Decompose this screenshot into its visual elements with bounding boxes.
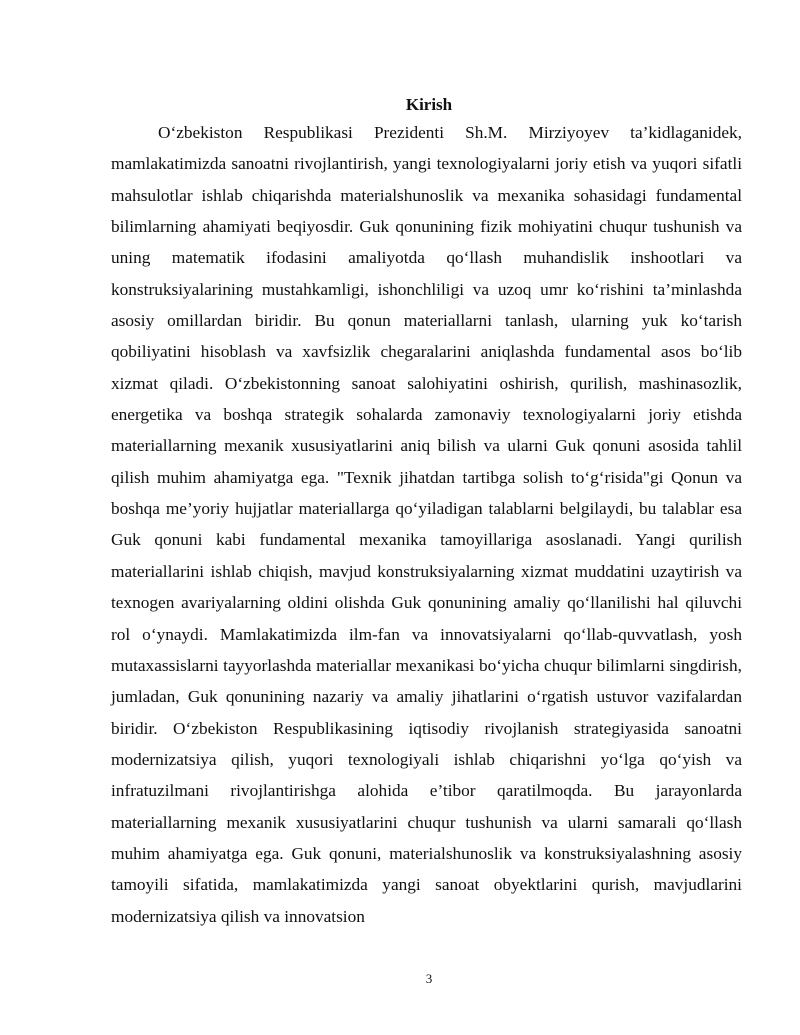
body-paragraph: O‘zbekiston Respublikasi Prezidenti Sh.M. Mirziyoyev ta’kidlaganidek, mamlakatimizda sanoatni rivojlantirish, yangi texnologiyalarni joriy etish va yuqori sifatli mahsulotlar ishlab chiqarishda materialshunoslik va mexanika sohasidagi fundamental bilimlarning ahamiyati beqiyosdir. Guk qonunining fizik mohiyatini chuqur tushunish va uning matematik ifodasini amaliyotda qo‘llash muhandislik inshootlari va konstruksiyalarining mustahkamligi, ishonchliligi va uzoq umr ko‘rishini ta’minlashda asosiy omillardan biridir. Bu qonun materiallarni tanlash, ularning yuk ko‘tarish qobiliyatini hisoblash va xavfsizlik chegaralarini aniqlashda fundamental asos bo‘lib xizmat qiladi. O‘zbekistonning sanoat salohiyatini oshirish, qurilish, mashinasozlik, energetika va boshqa strategik sohalarda zamonaviy texnologiyalarni joriy etishda materiallarning mexanik xususiyatlarini aniq bilish va ularni Guk qonuni asosida tahlil qilish muhim ahamiyatga ega. "Texnik jihatdan tartibga solish to‘g‘risida"gi Qonun va boshqa me’yoriy hujjatlar materiallarga qo‘yiladigan talablarni belgilaydi, bu talablar esa Guk qonuni kabi fundamental mexanika tamoyillariga asoslanadi. Yangi qurilish materiallarini ishlab chiqish, mavjud konstruksiyalarning xizmat muddatini uzaytirish va texnogen avariyalarning oldini olishda Guk qonunining amaliy qo‘llanilishi hal qiluvchi rol o‘ynaydi. Mamlakatimizda ilm-fan va innovatsiyalarni qo‘llab-quvvatlash, yosh mutaxassislarni tayyorlashda materiallar mexanikasi bo‘yicha chuqur bilimlarni singdirish, jumladan, Guk qonunining nazariy va amaliy jihatlarini o‘rgatish ustuvor vazifalardan biridir. O‘zbekiston Respublikasining iqtisodiy rivojlanish strategiyasida sanoatni modernizatsiya qilish, yuqori texnologiyali ishlab chiqarishni yo‘lga qo‘yish va infratuzilmani rivojlantirishga alohida e’tibor qaratilmoqda. Bu jarayonlarda materiallarning mexanik xususiyatlarini chuqur tushunish va ularni samarali qo‘llash muhim ahamiyatga ega. Guk qonuni, materialshunoslik va konstruksiyalashning asosiy tamoyili sifatida, mamlakatimizda yangi sanoat obyektlarini qurish, mavjudlarini modernizatsiya qilish va innovatsion [111, 123, 742, 926]
page-number: 3 [425, 971, 433, 986]
section-title: Kirish [405, 95, 453, 114]
